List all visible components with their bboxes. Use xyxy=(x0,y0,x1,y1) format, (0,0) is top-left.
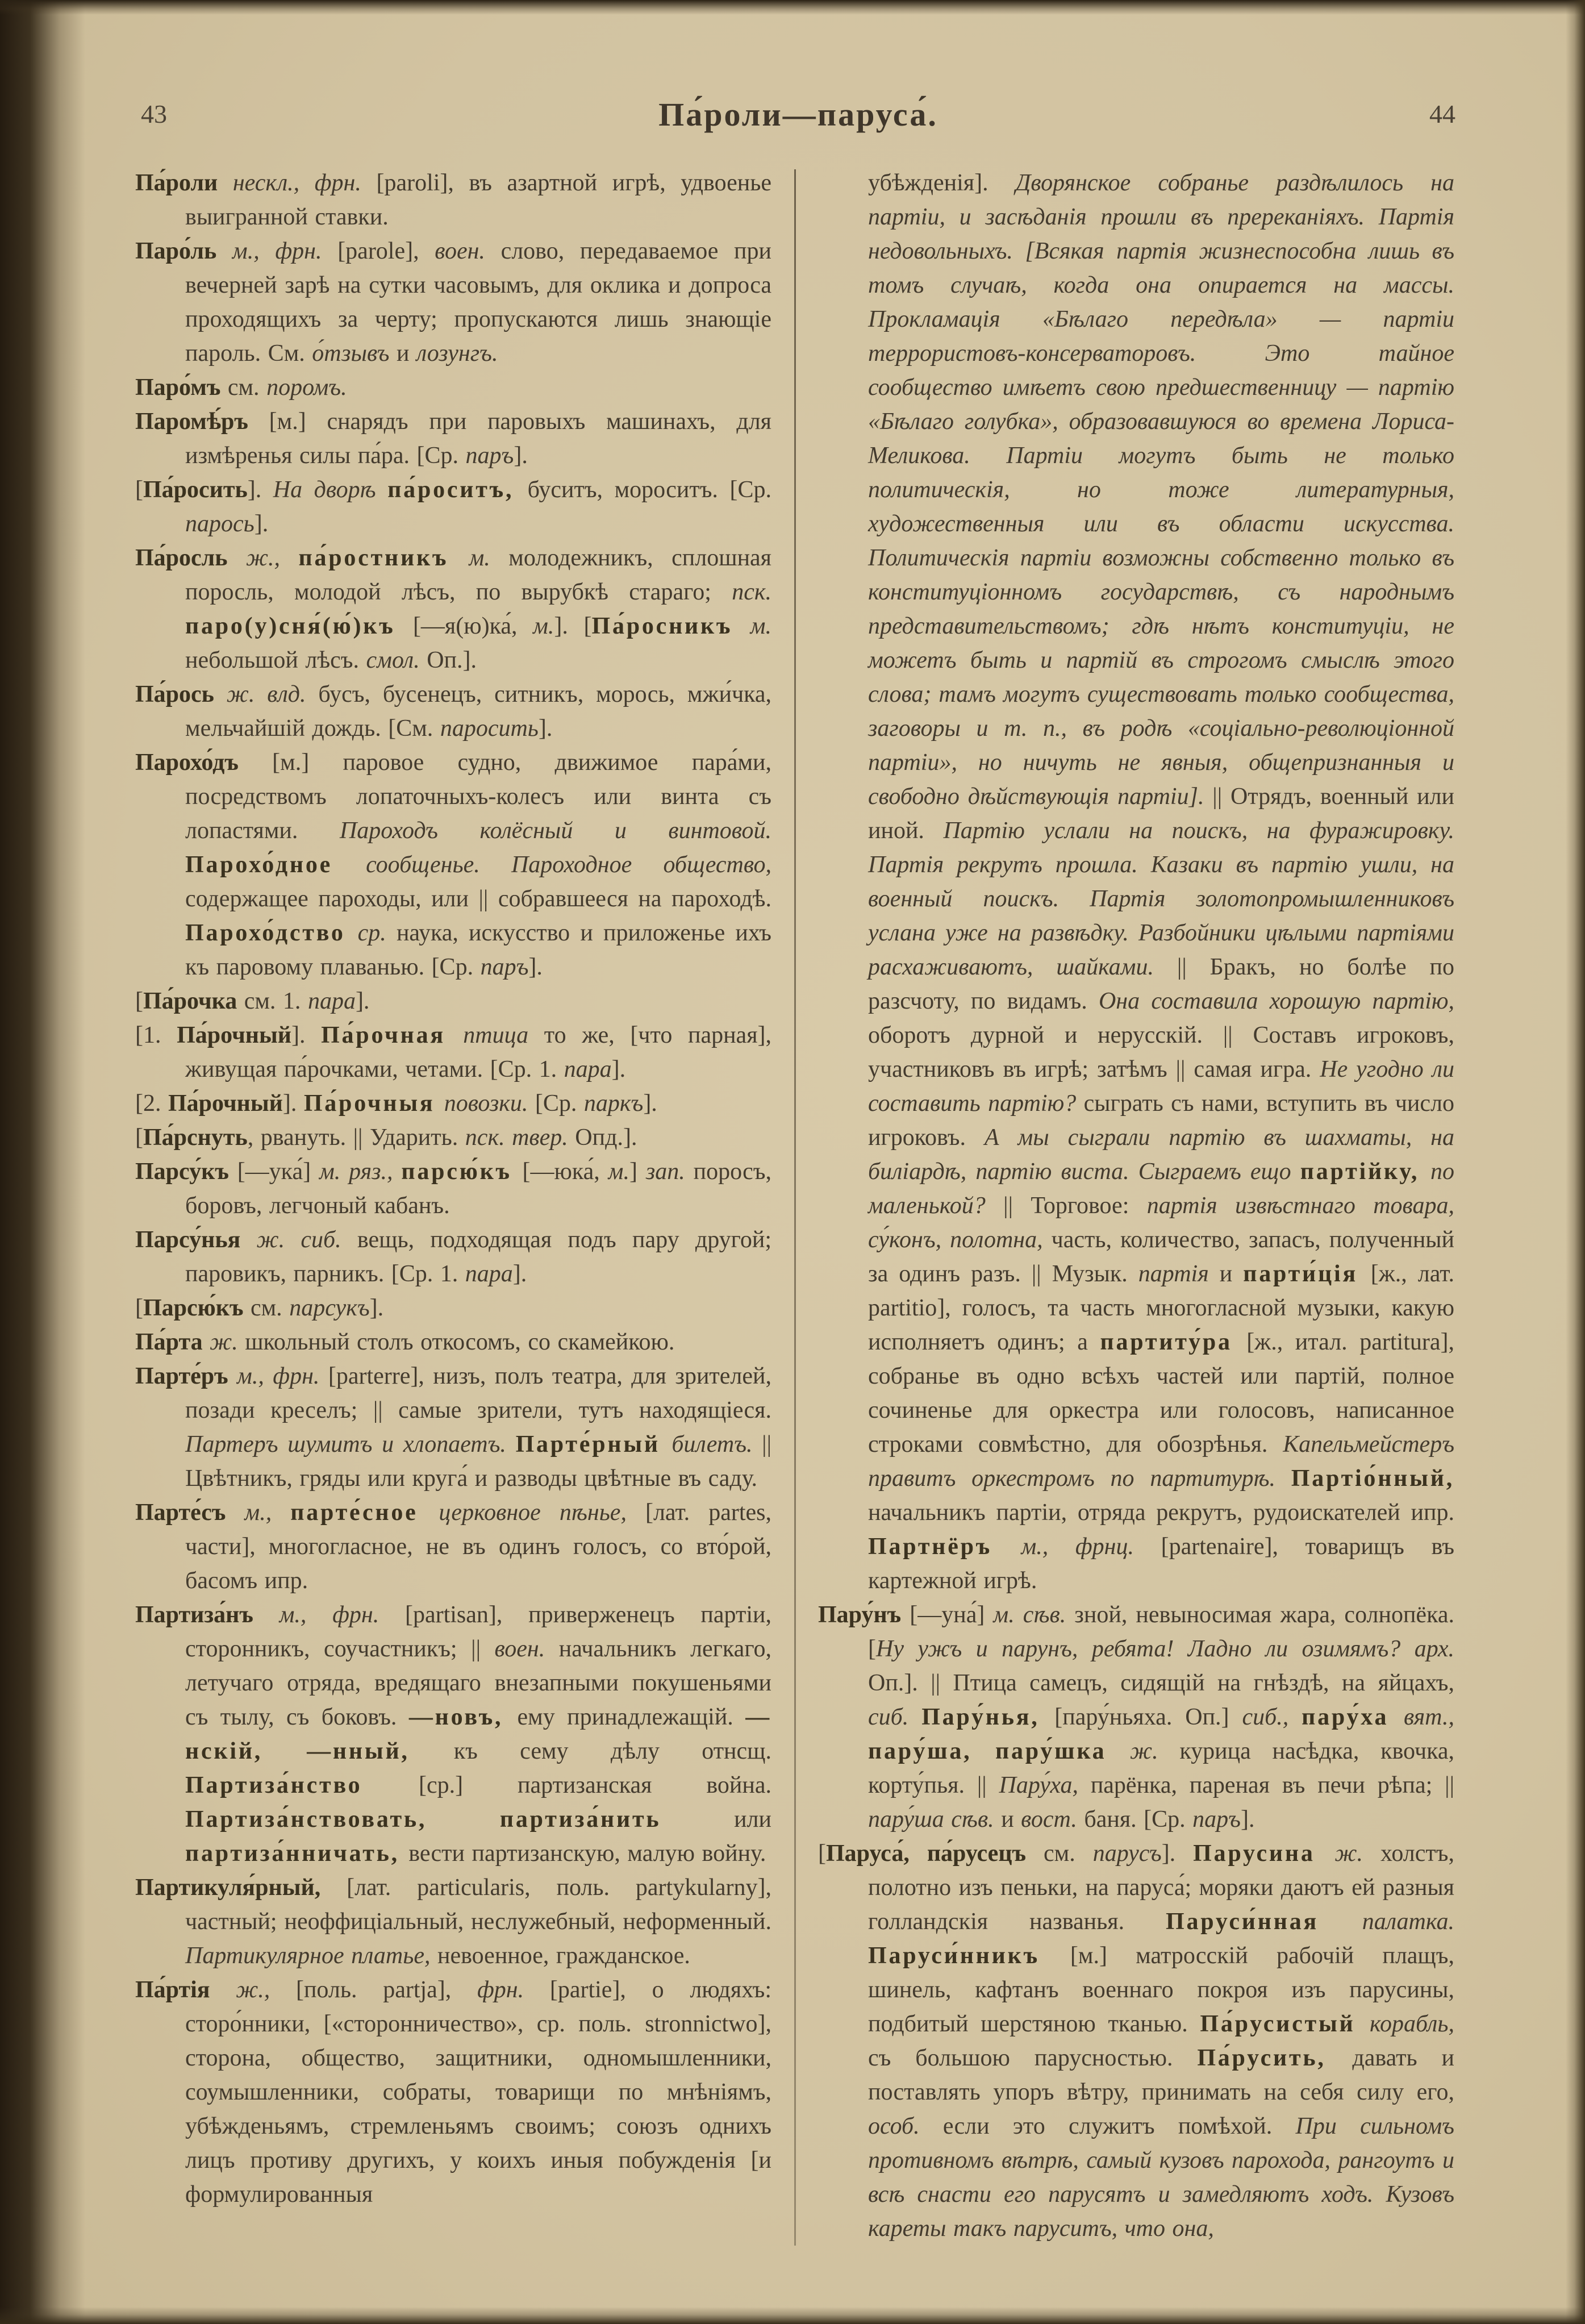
scan-edge-bottom xyxy=(0,2307,1585,2324)
dictionary-entry: Па́росль ж., па́ростникъ м. молодежникъ, сплошная поросль, молодой лѣсъ, по вырубкѣ стараго; пск. паро(у)сня́(ю́)къ [—я(ю)ка́, м.]. [Па́росникъ м. небольшой лѣсъ. смол. Оп.]. xyxy=(135,545,771,673)
dictionary-entry: Па́рось ж. влд. бусъ, бусенецъ, ситникъ, морось, мжи́чка, мельчайшій дождь. [См. паросить]. xyxy=(135,681,771,742)
page-title: Па́роли—паруса́. xyxy=(658,96,938,133)
dictionary-entry: Парохо́дъ [м.] паровое судно, движимое пара́ми, посредствомъ лопаточныхъ-колесъ или винта съ лопастями. Пароходъ колёсный и винтовой. Парохо́дное сообщенье. Пароходное общество, содержащее пароходы, или || собравшееся на пароходѣ. Парохо́дство ср. наука, искусство и приложенье ихъ къ паровому плаванью. [Ср. паръ]. xyxy=(135,749,772,980)
dictionary-entry: Парте́съ м., парте́сное церковное пѣнье, [лат. partes, части], многогласное, не въ одинъ голосъ, со вто́рой, басомъ ипр. xyxy=(135,1500,771,1594)
dictionary-entry: [1. Па́рочный]. Па́рочная птица то же, [что парная], живущая па́рочками, четами. [Ср. 1. пара]. xyxy=(135,1022,772,1082)
left-column xyxy=(135,166,771,2211)
scan-edge-right xyxy=(1566,0,1585,2324)
dictionary-entry: Парсу́къ [—ука́] м. ряз., парсю́къ [—юка́, м.] зап. поросъ, боровъ, легчоный кабанъ. xyxy=(135,1159,771,1219)
dictionary-entry: Партикуля́рный, [лат. particularis, поль. partykularny], частный; неоффиціальный, неслужебный, неформенный. Партикулярное платье, невоенное, гражданское. xyxy=(135,1875,771,1969)
dictionary-entry: Па́роли нескл., фрн. [paroli], въ азартной игрѣ, удвоенье выигранной ставки. xyxy=(135,170,771,230)
page-number-left: 43 xyxy=(141,99,167,128)
column-divider xyxy=(794,169,796,2246)
dictionary-entry: [Паруса́, па́русецъ см. парусъ]. Парусина ж. холстъ, полотно изъ пеньки, на паруса́; моряки даютъ ей разныя голландскія названья. Паруси́нная палатка. Паруси́нникъ [м.] матросскій рабочій плащъ, шинель, кафтанъ военнаго покроя изъ парусины, подбитый шерстяною тканью. Па́русистый корабль, съ большою парусностью. Па́русить, давать и поставлять упоръ вѣтру, принимать на себя силу его, особ. если это служитъ помѣхой. При сильномъ противномъ вѣтрѣ, самый кузовъ парохода, рангоутъ и всѣ снасти его парусятъ и замедляютъ ходъ. Кузовъ кареты такъ паруситъ, что она, xyxy=(818,1840,1455,2242)
dictionary-entry: [Па́рснуть, рвануть. || Ударить. пск. твер. Опд.]. xyxy=(135,1124,637,1151)
dictionary-entry: Пару́нъ [—уна́] м. сѣв. зной, невыносимая жара, солнопёка. [Ну ужъ и парунъ, ребята! Ладно ли озимямъ? арх. Оп.]. || Птица самецъ, сидящій на гнѣздѣ, на яйцахъ, сиб. Пару́нья, [пару́ньяха. Оп.] сиб., пару́ха вят., пару́ша, пару́шка ж. курица насѣдка, квочка, корту́пья. || Пару́ха, парёнка, пареная въ печи рѣпа; || пару́ша сѣв. и вост. баня. [Ср. паръ]. xyxy=(818,1602,1455,1832)
scan-edge-top xyxy=(0,0,1585,15)
dictionary-entry: [2. Па́рочный]. Па́рочныя повозки. [Ср. паркъ]. xyxy=(135,1090,657,1117)
dictionary-entry: Партиза́нъ м., фрн. [partisan], приверженецъ партіи, сторонникъ, соучастникъ; || воен. начальникъ легкаго, летучаго отряда, вредящаго внезапными покушеньями съ тылу, съ боковъ. —новъ, ему принадлежащій. —нскій, —нный, къ сему дѣлу отнсщ. Партиза́нство [ср.] партизанская война. Партиза́нствовать, партиза́нить или партиза́нничать, вести партизанскую, малую войну. xyxy=(135,1602,772,1867)
dictionary-entry: [Па́росить]. На дворѣ па́роситъ, буситъ, мороситъ. [Ср. парось]. xyxy=(135,477,771,537)
dictionary-entry: [Парсю́къ см. парсукъ]. xyxy=(135,1295,384,1321)
scan-edge-left xyxy=(0,0,85,2324)
dictionary-entry: Паро́мъ см. поромъ. xyxy=(135,374,347,401)
dictionary-entry: Па́ртія ж., [поль. partja], фрн. [partie], о людяхъ: сторо́нники, [«сторонничество», ср. поль. stronnictwo], сторона, общество, защитники, одномышленники, соумышленники, собраты, товарищи по мнѣніямъ, убѣжденьямъ, стремленьямъ своимъ; союзъ однихъ лицъ противу другихъ, у коихъ иныя побужденія [и формулированныя xyxy=(135,1977,771,2208)
dictionary-entry: убѣжденія]. Дворянское собранье раздѣлилось на партіи, и засѣданія прошли въ пререканіяхъ. Партія недовольныхъ. [Всякая партія жизнеспособна лишь въ томъ случаѣ, когда она опирается на массы. Прокламація «Бѣлаго передѣла» — партіи террористовъ-консерваторовъ. Это тайное сообщество имѣетъ свою предшественницу — партію «Бѣлаго голубка», образовавшуюся во времена Лориса-Меликова. Партіи могутъ быть не только политическія, но тоже литературныя, художественныя или въ области искусства. Политическія партіи возможны собственно только въ конституціонномъ государствѣ, съ народнымъ представительствомъ; гдѣ нѣтъ конституціи, не можетъ быть и партій въ строгомъ смыслѣ этого слова; тамъ могутъ существовать только сообщества, заговоры и т. п., въ родѣ «соціально-революціонной партіи», но ничуть не явныя, общепризнанныя и свободно дѣйствующія партіи]. || Отрядъ, военный или иной. Партію услали на поискъ, на фуражировку. Партія рекрутъ прошла. Казаки въ партію ушли, на военный поискъ. Партія золотопромышленниковъ услана уже на развѣдку. Разбойники цѣлыми партіями расхаживаютъ, шайками. || Бракъ, но болѣе по разсчоту, по видамъ. Она составила хорошую партію, оборотъ дурной и нерусскій. || Составъ игроковъ, участниковъ въ игрѣ; затѣмъ || самая игра. Не угодно ли составить партію? сыграть съ нами, вступить въ число игроковъ. А мы сыграли партію въ шахматы, на биліардѣ, партію виста. Сыграемъ ещо партійку, по маленькой? || Торговое: партія извѣстнаго товара, су́конъ, полотна, часть, количество, запасъ, полученный за одинъ разъ. || Музык. партія и парти́ція [ж., лат. partitio], голосъ, та часть многогласной музыки, какую исполняетъ одинъ; а партиту́ра [ж., итал. partitura], собранье въ одно всѣхъ частей или партій, полное сочиненье для оркестра или голосовъ, написанное строками совмѣстно, для обозрѣнья. Капельмейстеръ правитъ оркестромъ по партитурѣ. Партіо́нный, начальникъ партіи, отряда рекрутъ, рудоискателей ипр. Партнёръ м., фрнц. [partenaire], товарищъ въ картежной игрѣ. xyxy=(868,170,1455,1594)
dictionary-entry: Парсу́нья ж. сиб. вещь, подходящая подъ пару другой; паровикъ, парникъ. [Ср. 1. пара]. xyxy=(135,1227,771,1287)
text-columns xyxy=(135,166,1454,2246)
dictionary-entry: Паро́ль м., фрн. [parole], воен. слово, передаваемое при вечерней зарѣ на сутки часовымъ, для оклика и допроса проходящихъ за черту; пропускаются лишь знающіе пароль. См. о́тзывъ и лозунгъ. xyxy=(135,238,771,366)
running-head xyxy=(136,95,1460,141)
dictionary-entry: Парте́ръ м., фрн. [parterre], низъ, полъ театра, для зрителей, позади креселъ; || самые зрители, тутъ находящіеся. Партеръ шумитъ и хлопаетъ. Парте́рный билетъ. || Цвѣтникъ, гряды или круга́ и разводы цвѣтные въ саду. xyxy=(135,1363,772,1492)
dictionary-entry: Па́рта ж. школьный столъ откосомъ, со скамейкою. xyxy=(135,1329,675,1355)
dictionary-entry: [Па́рочка см. 1. пара]. xyxy=(135,988,370,1014)
dictionary-entry: Паромѣ́ръ [м.] снарядъ при паровыхъ машинахъ, для измѣренья силы па́ра. [Ср. паръ]. xyxy=(135,409,771,469)
page-number-right: 44 xyxy=(1429,99,1455,128)
right-column xyxy=(818,166,1454,2246)
